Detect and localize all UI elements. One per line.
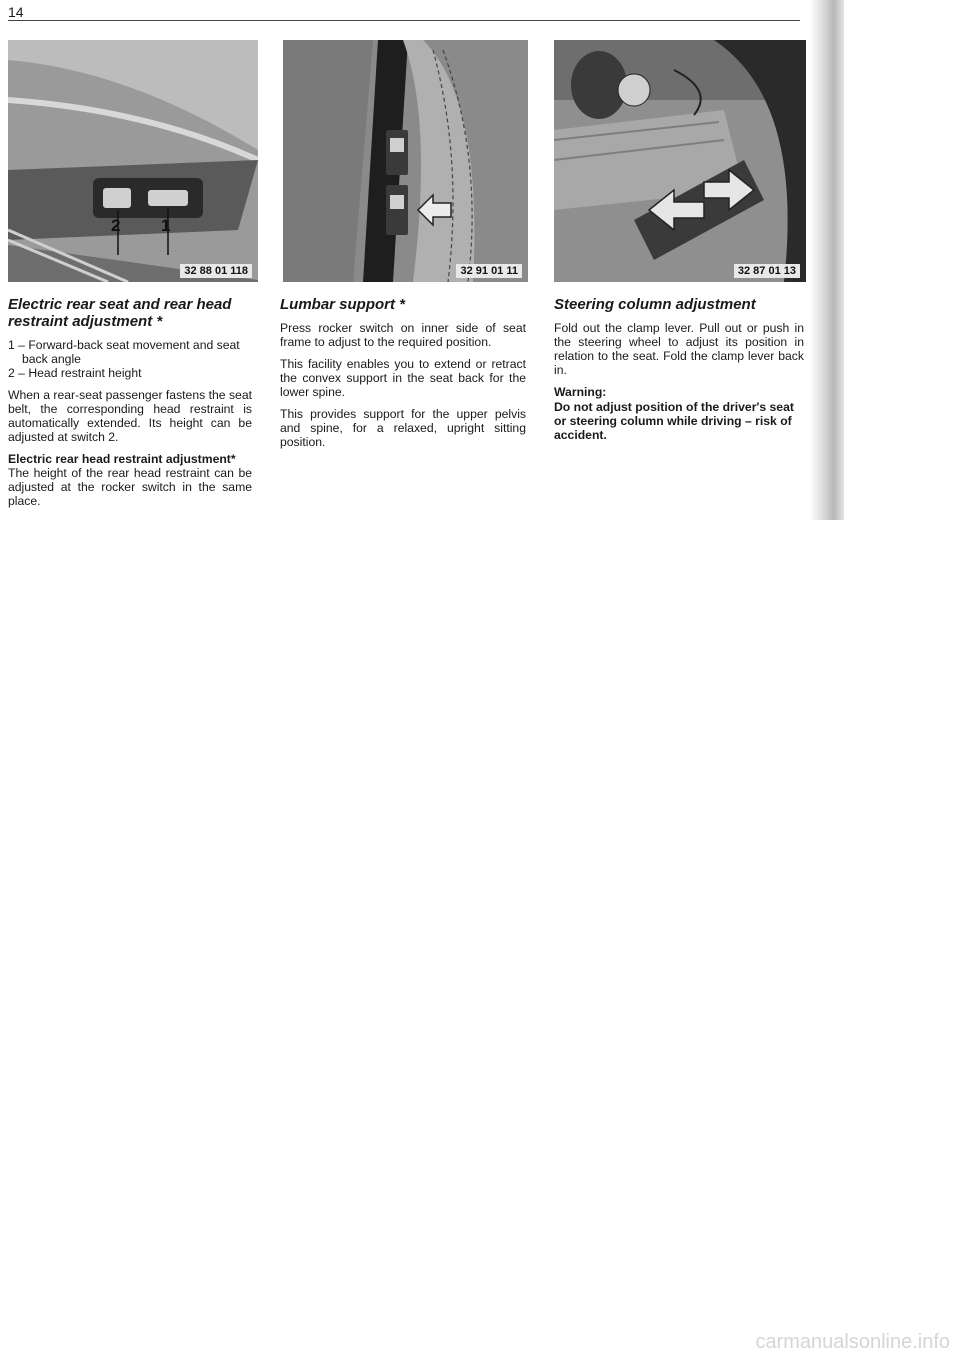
warning-block	[554, 385, 804, 442]
lumbar-illustration	[283, 40, 528, 282]
callout-2: 2	[111, 216, 121, 235]
warning-heading: Warning:	[554, 385, 607, 399]
page-number: 14	[8, 4, 24, 20]
warning-text: Do not adjust position of the driver's seat or steering column while driving – risk of accident.	[554, 400, 794, 442]
item-continuation: back angle	[22, 352, 81, 366]
figure-code: 32 91 01 11	[456, 264, 522, 278]
paragraph: When a rear-seat passenger fastens the seat belt, the corresponding head restraint is automatically extended. Its height can be adjusted at switch 2.	[8, 388, 252, 444]
section-steering-column	[554, 296, 804, 442]
paragraph: The height of the rear head restraint can be adjusted at the rocker switch in the same place.	[8, 466, 252, 508]
figure-code: 32 88 01 118	[180, 264, 252, 278]
figure-rear-seat-switches	[8, 40, 258, 282]
item-number: 2 –	[8, 366, 25, 380]
section-lumbar-support	[280, 296, 526, 457]
section-title: Electric rear seat and rear head restraint adjustment *	[8, 296, 232, 330]
paragraph: Fold out the clamp lever. Pull out or push in the steering wheel to adjust its position in relation to the seat. Fold the clamp lever back in.	[554, 321, 804, 377]
gutter-shadow	[810, 0, 844, 520]
rear-seat-illustration	[8, 40, 258, 282]
item-text: Head restraint height	[28, 366, 142, 380]
steering-illustration	[554, 40, 806, 282]
paragraph: This provides support for the upper pelvis and spine, for a relaxed, upright sitting position.	[280, 407, 526, 449]
item-text: Forward-back seat movement and seat	[28, 338, 240, 352]
list-item	[8, 366, 252, 380]
figure-code: 32 87 01 13	[734, 264, 800, 278]
figure-steering-column	[554, 40, 806, 282]
figure-lumbar-support	[283, 40, 528, 282]
paragraph: Press rocker switch on inner side of seat frame to adjust to the required position.	[280, 321, 526, 349]
section-title: Steering column adjustment	[554, 296, 756, 313]
watermark: carmanualsonline.info	[755, 1331, 950, 1353]
paragraph: This facility enables you to extend or retract the convex support in the seat back for the lower spine.	[280, 357, 526, 399]
header-rule	[8, 20, 800, 21]
section-rear-seat	[8, 296, 252, 516]
section-title: Lumbar support *	[280, 296, 406, 313]
item-number: 1 –	[8, 338, 25, 352]
callout-1: 1	[161, 216, 171, 235]
list-item	[8, 338, 252, 366]
subheading: Electric rear head restraint adjustment*	[8, 452, 236, 466]
